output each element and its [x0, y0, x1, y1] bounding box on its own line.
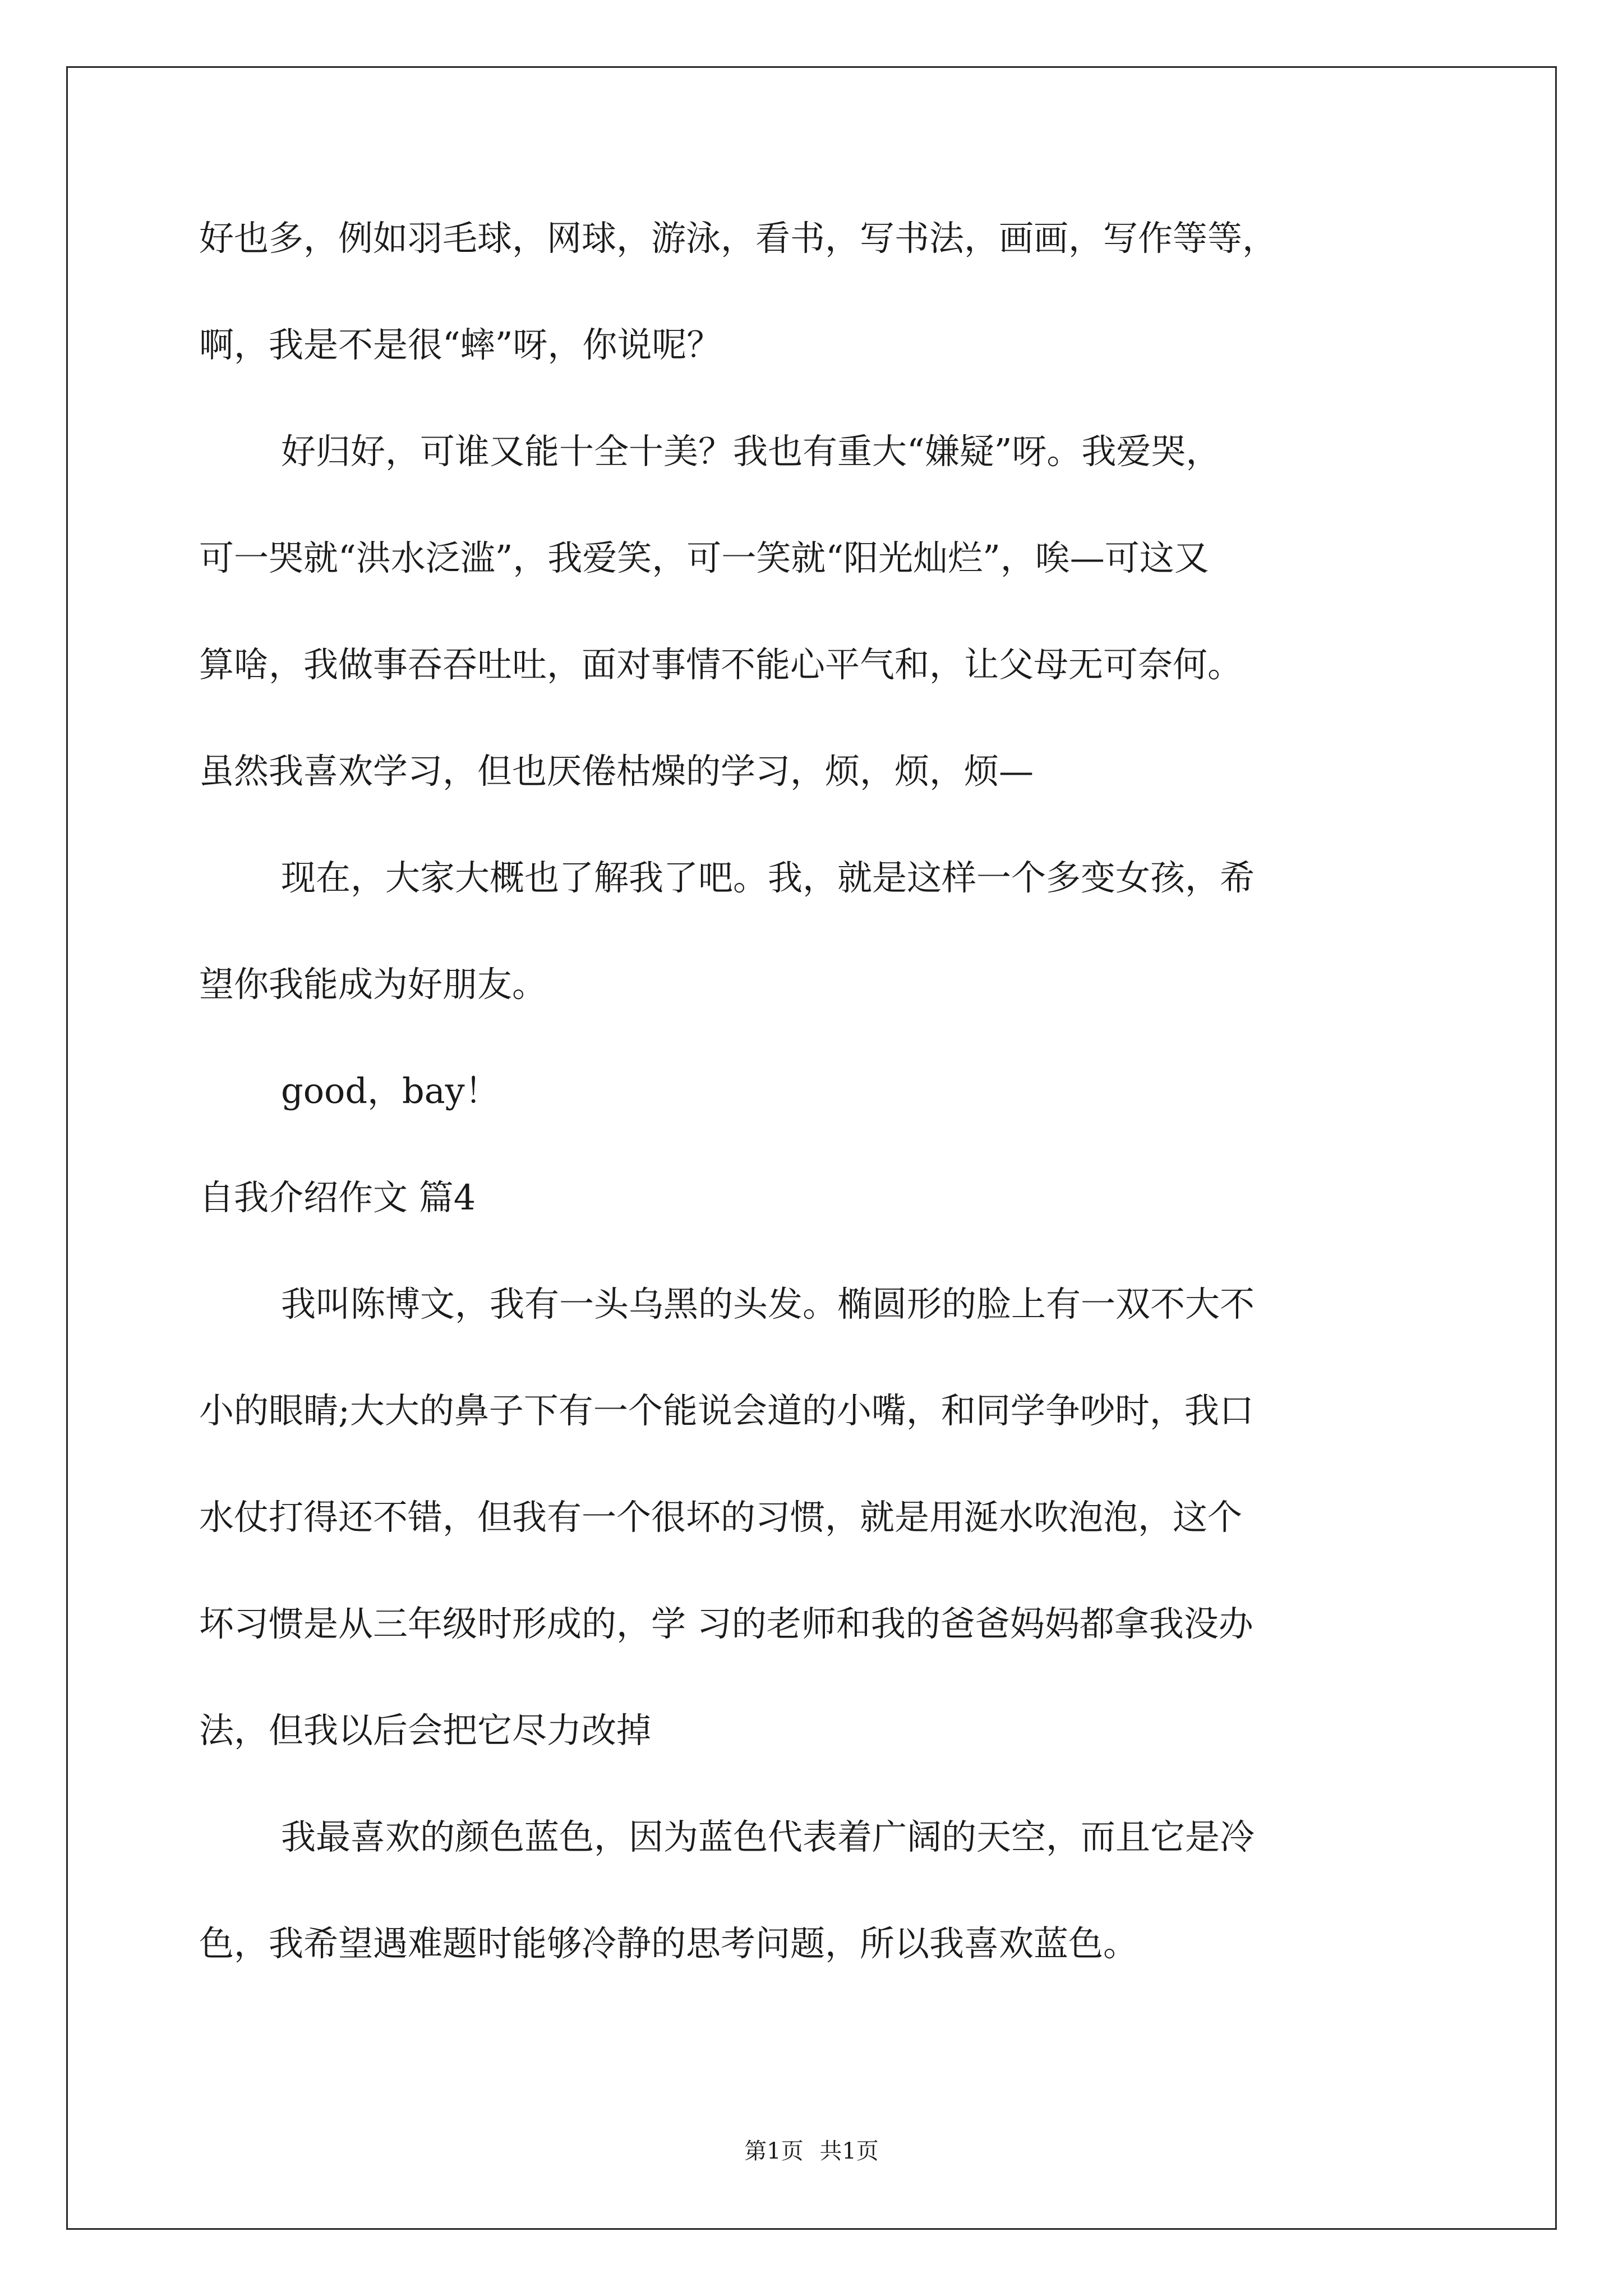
page-footer: [0, 2134, 1623, 2168]
text-line: 虽然我喜欢学习，但也厌倦枯燥的学习，烦，烦，烦—: [199, 751, 1034, 792]
text-line: 小的眼睛;大大的鼻子下有一个能说会道的小嘴，和同学争吵时，我口: [199, 1390, 1254, 1431]
text-line: 法，但我以后会把它尽力改掉: [199, 1710, 652, 1751]
text-line: 坏习惯是从三年级时形成的，学 习的老师和我的爸爸妈妈都拿我没办: [199, 1603, 1253, 1644]
paragraph-start-line: 我叫陈博文，我有一头乌黑的头发。椭圆形的脸上有一双不大不: [281, 1283, 1255, 1324]
page-number: 第1页: [744, 2138, 804, 2164]
page-border: [66, 66, 1557, 2230]
text-line: 水仗打得还不错，但我有一个很坏的习惯，就是用涎水吹泡泡，这个: [199, 1497, 1243, 1538]
paragraph-start-line: 我最喜欢的颜色蓝色，因为蓝色代表着广阔的天空，而且它是冷: [281, 1816, 1255, 1857]
text-line: 可一哭就“洪水泛滥”，我爱笑，可一笑就“阳光灿烂”，唉—可这又: [199, 537, 1209, 578]
paragraph-start-line: 好归好，可谁又能十全十美？我也有重大“嫌疑”呀。我爱哭，: [281, 431, 1221, 472]
page-total: 共1页: [819, 2138, 879, 2164]
paragraph-start-line: good，bay！: [281, 1070, 500, 1111]
text-line: 望你我能成为好朋友。: [199, 964, 547, 1005]
section-heading: 自我介绍作文 篇4: [199, 1177, 476, 1218]
text-line: 啊，我是不是很“蟀”呀，你说呢？: [199, 324, 722, 365]
text-line: 色，我希望遇难题时能够冷静的思考问题，所以我喜欢蓝色。: [199, 1923, 1138, 1964]
paragraph-start-line: 现在，大家大概也了解我了吧。我，就是这样一个多变女孩，希: [281, 857, 1255, 898]
text-line: 好也多，例如羽毛球，网球，游泳，看书，写书法，画画，写作等等，: [199, 218, 1278, 259]
text-line: 算啥，我做事吞吞吐吐，面对事情不能心平气和，让父母无可奈何。: [199, 644, 1243, 685]
